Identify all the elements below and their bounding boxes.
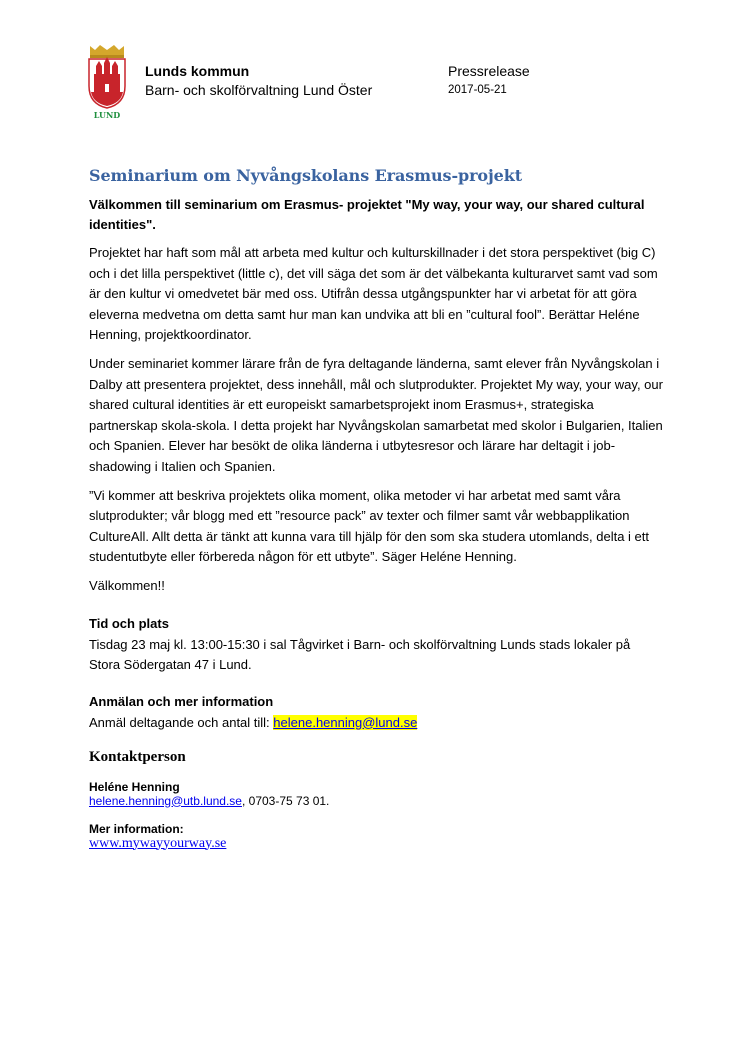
lund-coat-of-arms-logo bbox=[86, 44, 128, 120]
svg-text:LUND: LUND bbox=[93, 110, 121, 120]
organization-name: Lunds kommun bbox=[145, 63, 250, 79]
article-paragraph: ”Vi kommer att beskriva projektets olika moment, olika metoder vi har arbetat med samt våra slutprodukter; vår blogg med ett ”resource pack” av texter och filmer samt vår webbapplikation CultureAll. Allt detta är tänkt att kunna vara till hjälp för den som ska studera utomlands, delta i ett studentutbyte eller förbereda någon för ett utbyte”. Säger Heléne Henning. bbox=[89, 487, 650, 565]
contact-name: Heléne Henning bbox=[89, 779, 180, 794]
article-lead: Välkommen till seminarium om Erasmus- projektet "My way, your way, our shared cultural identities". bbox=[89, 197, 645, 232]
article-paragraph: Projektet har haft som mål att arbeta med kultur och kulturskillnader i det stora perspektivet (big C) och i det lilla perspektivet (little c), det vill säga det som är det välbekanta kulturarvet samt vad som är den kultur vi omedvetet bär med oss. Utifrån dessa utgångspunkter har vi arbetat för att göra eleverna medvetna om detta samt hur man kan undvika att bli en ”cultural fool”. Berättar Heléne Henning, projektkoordinator. bbox=[89, 245, 658, 343]
contact-details bbox=[89, 794, 664, 808]
signup-email-link[interactable]: helene.henning@lund.se bbox=[273, 714, 418, 730]
website-link[interactable]: www.mywayyourway.se bbox=[89, 835, 227, 851]
contact-heading: Kontaktperson bbox=[89, 748, 186, 765]
article-title: Seminarium om Nyvångskolans Erasmus-projekt bbox=[89, 166, 523, 185]
time-place-text: Tisdag 23 maj kl. 13:00-15:30 i sal Tågvirket i Barn- och skolförvaltning Lunds stads lokaler på Stora Södergatan 47 i Lund. bbox=[89, 636, 631, 672]
contact-email-link[interactable]: helene.henning@utb.lund.se bbox=[89, 793, 242, 808]
article-body bbox=[89, 166, 664, 852]
welcome-text: Välkommen!! bbox=[89, 577, 165, 593]
time-place-heading: Tid och plats bbox=[89, 615, 169, 631]
signup-text bbox=[89, 713, 664, 733]
more-info-heading: Mer information: bbox=[89, 821, 184, 836]
article-paragraph: Under seminariet kommer lärare från de fyra deltagande länderna, samt elever från Nyvångskolan i Dalby att presentera projektet, dess innehåll, mål och slutprodukter. Projektet My way, your way, our shared cultural identities är ett europeiskt samarbetsprojekt inom Erasmus+, strategiska partnerskap skola-skola. I detta projekt har Nyvångskolan samarbetat med skolor i Bulgarien, Italien och Spanien. Elever har besökt de olika länderna i utbytesresor och lärare har deltagit i job-shadowing i Italien och Spanien. bbox=[89, 355, 663, 474]
signup-heading: Anmälan och mer information bbox=[89, 693, 274, 709]
organization-department: Barn- och skolförvaltning Lund Öster bbox=[145, 82, 373, 98]
document-date: 2017-05-21 bbox=[448, 84, 507, 96]
contact-phone: , 0703-75 73 01. bbox=[241, 793, 330, 808]
signup-prefix: Anmäl deltagande och antal till: bbox=[89, 714, 274, 730]
document-type: Pressrelease bbox=[448, 63, 530, 79]
